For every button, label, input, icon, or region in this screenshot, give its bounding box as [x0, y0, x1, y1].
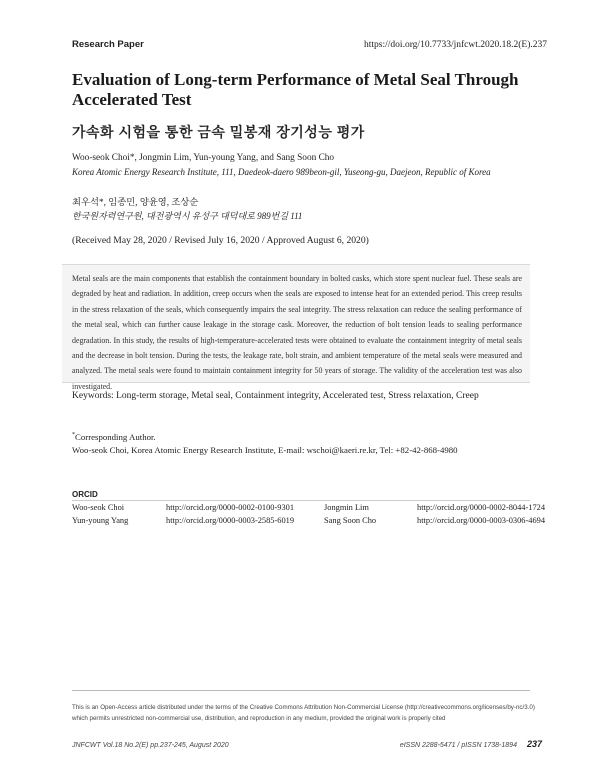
orcid-link[interactable]: http://orcid.org/0000-0002-8044-1724 — [417, 503, 546, 512]
author-list: Woo-seok Choi*, Jongmin Lim, Yun-young Yang, and Sang Soon Cho — [72, 153, 335, 163]
corresponding-details: Woo-seok Choi, Korea Atomic Energy Research Institute, E-mail: wschoi@kaeri.re.kr, Tel: +82-42-868-4980 — [72, 444, 458, 455]
corresponding-mark: * — [72, 432, 75, 438]
received-dates: (Received May 28, 2020 / Revised July 16, 2020 / Approved August 6, 2020) — [72, 235, 369, 246]
abstract-text: Metal seals are the main components that establish the containment boundary in bolted casks, which store spent nuclear fuel. These seals are degraded by heat and radiation. In addition, creep occurs when the seals are exposed to intense heat for an extended period. This creep results in the stress relaxation of the seals, which consequently impairs the seal integrity. The stress relaxation can reduce the sealing performance of the metal seal, which can further cause leakage in the storage cask. Moreover, the reduction of bolt tension leads to sealing performance degradation. In this study, the results of high-temperature-accelerated tests were obtained to evaluate the containment integrity of metal seals and the decrease in bolt tension. During the tests, the leakage rate, bolt strain, and ambient temperature of the metal seals were measured and analyzed. The metal seals were found to maintain containment integrity for 50 years of storage. The validity of the acceleration test was also investigated. — [72, 274, 522, 391]
orcid-name: Sang Soon Cho — [324, 516, 377, 525]
keywords: Keywords: Long-term storage, Metal seal, Containment integrity, Accelerated test, Stress relaxation, Creep — [72, 391, 479, 401]
footer-right — [400, 739, 542, 749]
corresponding-author — [72, 429, 458, 457]
page-number: 237 — [526, 739, 542, 749]
orcid-divider — [72, 500, 530, 501]
paper-title-korean: 가속화 시험을 통한 금속 밀봉재 장기성능 평가 — [72, 124, 365, 140]
journal-citation: JNFCWT Vol.18 No.2(E) pp.237-245, August 2020 — [72, 742, 229, 749]
orcid-name: Yun-young Yang — [72, 516, 129, 525]
orcid-name: Jongmin Lim — [324, 503, 369, 512]
author-affiliation-korean: 한국원자력연구원, 대전광역시 유성구 대덕대로 989번길 111 — [72, 211, 303, 221]
orcid-link[interactable]: http://orcid.org/0000-0003-0306-4694 — [417, 516, 546, 525]
orcid-row — [72, 503, 557, 512]
section-label: Research Paper — [72, 39, 144, 50]
page-footer — [72, 739, 542, 749]
issn: eISSN 2288-5471 / pISSN 1738-1894 — [399, 742, 517, 749]
doi-link[interactable]: https://doi.org/10.7733/jnfcwt.2020.18.2(E).237 — [364, 40, 547, 50]
page-header — [72, 39, 547, 50]
orcid-row — [72, 516, 557, 525]
paper-title: Evaluation of Long-term Performance of Metal Seal Through Accelerated Test — [72, 70, 519, 109]
corresponding-label: Corresponding Author. — [75, 431, 156, 442]
orcid-link[interactable]: http://orcid.org/0000-0002-0100-9301 — [166, 503, 295, 512]
abstract-box — [62, 264, 530, 391]
orcid-heading: ORCID — [72, 490, 98, 499]
orcid-link[interactable]: http://orcid.org/0000-0003-2585-6019 — [166, 516, 295, 525]
author-list-korean: 최우석*, 임종민, 양윤영, 조상순 — [72, 198, 199, 208]
orcid-name: Woo-seok Choi — [72, 503, 125, 512]
footer-divider — [72, 690, 530, 691]
author-affiliation: Korea Atomic Energy Research Institute, 111, Daedeok-daero 989beon-gil, Yuseong-gu, Daejeon, Republic of Korea — [72, 167, 491, 177]
license-text: This is an Open-Access article distributed under the terms of the Creative Commons Attribution Non-Commercial License (http://creativecommons.org/licenses/by-nc/3.0) which permits unrestricted non-commercial use, distribution, and reproduction in any medium, provided the original work is properly cited — [72, 704, 535, 722]
